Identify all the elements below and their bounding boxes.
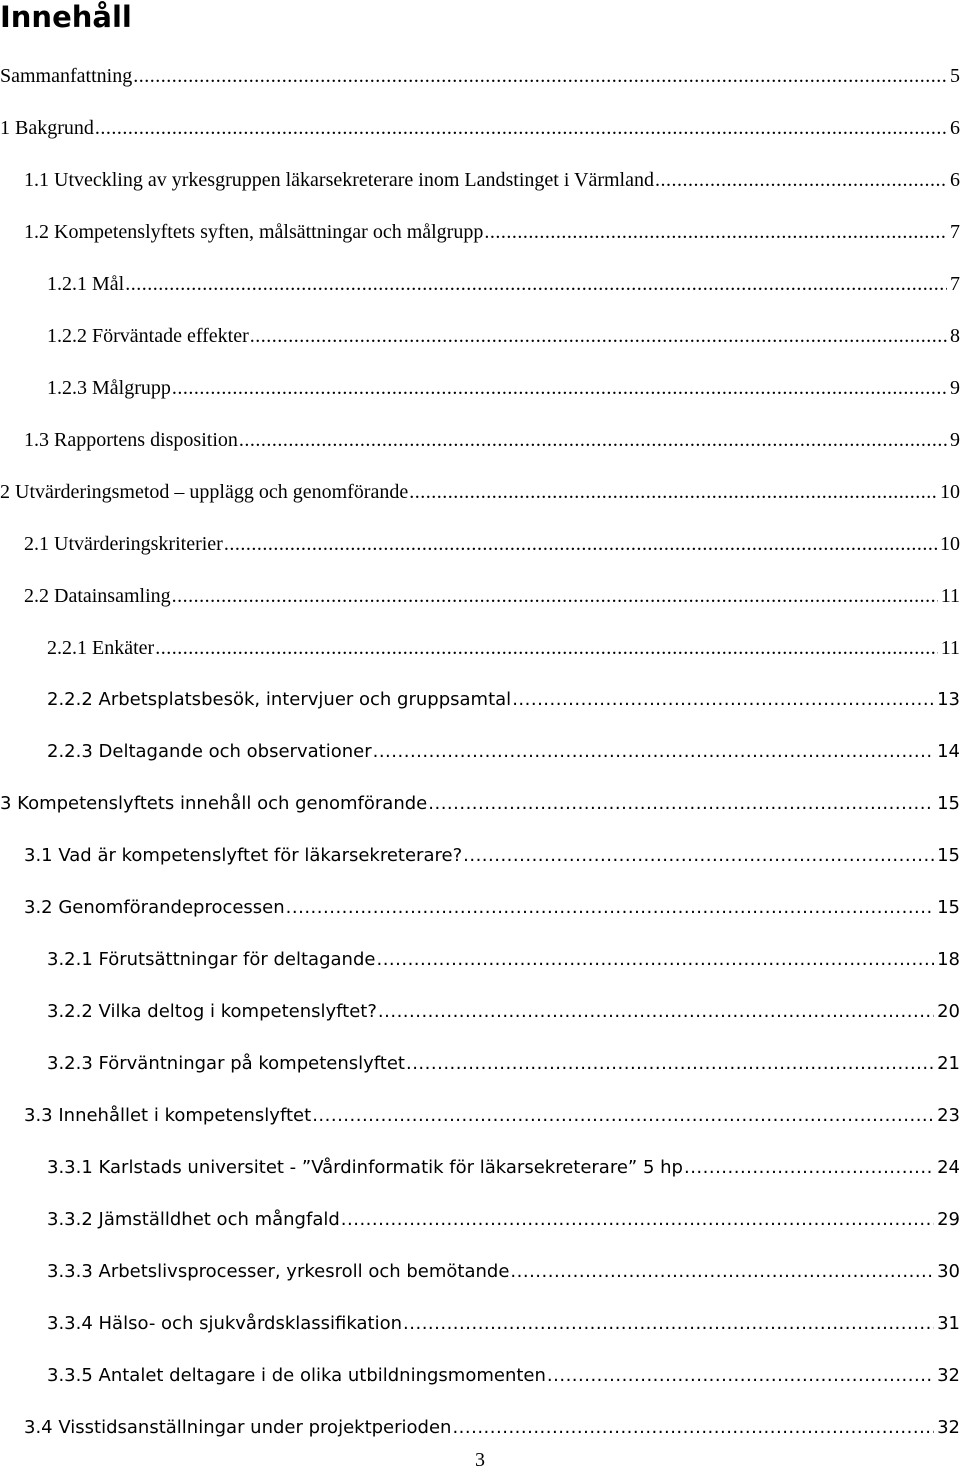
- toc-entry[interactable]: [47, 322, 960, 350]
- toc-entry-page: 18: [937, 949, 960, 970]
- dot-leader: [172, 374, 947, 402]
- toc-entry-page: 9: [950, 429, 960, 451]
- dot-leader: [95, 114, 947, 142]
- toc-entry[interactable]: [0, 790, 960, 818]
- toc-entry[interactable]: [24, 1102, 960, 1130]
- toc-entry-label: 1.2.1 Mål: [47, 273, 125, 295]
- dot-leader: [239, 426, 947, 454]
- toc-entry-label: 3.3 Innehållet i kompetenslyftet: [24, 1105, 312, 1126]
- dot-leader: [286, 894, 934, 922]
- toc-entry-label: 2.2.3 Deltagande och observationer: [47, 741, 372, 762]
- toc-entry-label: 3.1 Vad är kompetenslyftet för läkarsekreterare?: [24, 845, 463, 866]
- toc-entry[interactable]: [47, 1258, 960, 1286]
- dot-leader: [510, 1258, 934, 1286]
- toc-entry[interactable]: [47, 998, 960, 1026]
- toc-entry-label: 3.3.2 Jämställdhet och mångfald: [47, 1209, 340, 1230]
- toc-entry[interactable]: [47, 686, 960, 714]
- toc-entry[interactable]: [47, 270, 960, 298]
- toc-entry-page: 6: [950, 169, 960, 191]
- toc-entry[interactable]: [47, 1310, 960, 1338]
- toc-entry-page: 14: [937, 741, 960, 762]
- dot-leader: [655, 166, 947, 194]
- page-number: 3: [475, 1449, 485, 1471]
- toc-entry-label: 3.3.5 Antalet deltagare i de olika utbildningsmomenten: [47, 1365, 546, 1386]
- toc-entry-page: 9: [950, 377, 960, 399]
- dot-leader: [409, 478, 937, 506]
- dot-leader: [452, 1414, 934, 1442]
- toc-entry[interactable]: [47, 1362, 960, 1390]
- toc-entry[interactable]: [47, 1050, 960, 1078]
- toc-entry[interactable]: [47, 1206, 960, 1234]
- toc-entry-label: 2.2 Datainsamling: [24, 585, 171, 607]
- toc-entry-label: 3.2.1 Förutsättningar för deltagande: [47, 949, 376, 970]
- toc-entry-page: 23: [937, 1105, 960, 1126]
- dot-leader: [547, 1362, 934, 1390]
- dot-leader: [428, 790, 934, 818]
- toc-entry-label: 3.2.2 Vilka deltog i kompetenslyftet?: [47, 1001, 377, 1022]
- dot-leader: [172, 582, 938, 610]
- toc-entry-label: 3.4 Visstidsanställningar under projektperioden: [24, 1417, 452, 1438]
- toc-entry-page: 6: [950, 117, 960, 139]
- dot-leader: [484, 218, 947, 246]
- toc-entry[interactable]: [24, 530, 960, 558]
- toc-entry-label: 3.3.4 Hälso- och sjukvårdsklassifikation: [47, 1313, 403, 1334]
- toc-entry-label: 1.1 Utveckling av yrkesgruppen läkarsekreterare inom Landstinget i Värmland: [24, 169, 654, 191]
- toc-entry[interactable]: [47, 1154, 960, 1182]
- dot-leader: [373, 738, 934, 766]
- toc-entry-page: 32: [937, 1365, 960, 1386]
- toc-entry-page: 24: [937, 1157, 960, 1178]
- toc-entry-page: 32: [937, 1417, 960, 1438]
- toc-entry-page: 7: [950, 273, 960, 295]
- toc-entry-label: 2.2.1 Enkäter: [47, 637, 155, 659]
- toc-entry[interactable]: [24, 426, 960, 454]
- toc-entry-page: 13: [937, 689, 960, 710]
- dot-leader: [512, 686, 934, 714]
- toc-entry[interactable]: [47, 946, 960, 974]
- toc-entry-page: 15: [937, 793, 960, 814]
- toc-entry[interactable]: [47, 738, 960, 766]
- toc-entry-label: 1 Bakgrund: [0, 117, 94, 139]
- dot-leader: [684, 1154, 934, 1182]
- toc-entry-page: 20: [937, 1001, 960, 1022]
- toc-entry-page: 5: [950, 65, 960, 87]
- toc-entry-page: 10: [940, 533, 960, 555]
- toc-entry-label: 1.2.2 Förväntade effekter: [47, 325, 249, 347]
- dot-leader: [406, 1050, 934, 1078]
- toc-entry[interactable]: [47, 374, 960, 402]
- toc-entry-label: 3.2 Genomförandeprocessen: [24, 897, 285, 918]
- toc-entry-page: 11: [940, 637, 960, 659]
- dot-leader: [224, 530, 937, 558]
- toc-entry-page: 30: [937, 1261, 960, 1282]
- dot-leader: [341, 1206, 934, 1234]
- dot-leader: [133, 62, 947, 90]
- toc-entry-page: 15: [937, 845, 960, 866]
- toc-entry-page: 7: [950, 221, 960, 243]
- toc-entry-page: 21: [937, 1053, 960, 1074]
- toc-entry-label: 2 Utvärderingsmetod – upplägg och genomförande: [0, 481, 409, 503]
- toc-entry[interactable]: [0, 62, 960, 90]
- toc-entry[interactable]: [24, 218, 960, 246]
- dot-leader: [378, 998, 934, 1026]
- toc-entry[interactable]: [0, 114, 960, 142]
- dot-leader: [376, 946, 934, 974]
- toc-entry-label: 2.1 Utvärderingskriterier: [24, 533, 223, 555]
- dot-leader: [155, 634, 938, 662]
- toc-entry-page: 15: [937, 897, 960, 918]
- toc-entry-page: 11: [940, 585, 960, 607]
- toc-entry-page: 29: [937, 1209, 960, 1230]
- dot-leader: [125, 270, 947, 298]
- dot-leader: [463, 842, 934, 870]
- toc-entry-page: 10: [940, 481, 960, 503]
- toc-entry-label: 3.3.1 Karlstads universitet - ”Vårdinformatik för läkarsekreterare” 5 hp: [47, 1157, 683, 1178]
- toc-entry[interactable]: [24, 166, 960, 194]
- toc-entry-label: Sammanfattning: [0, 65, 133, 87]
- toc-entry-page: 8: [950, 325, 960, 347]
- toc-heading: Innehåll: [0, 0, 132, 34]
- toc-entry[interactable]: [0, 478, 960, 506]
- toc-entry-label: 3 Kompetenslyftets innehåll och genomförande: [0, 793, 428, 814]
- toc-entry[interactable]: [24, 1414, 960, 1442]
- toc-entry[interactable]: [24, 842, 960, 870]
- toc-entry-label: 1.2.3 Målgrupp: [47, 377, 171, 399]
- dot-leader: [312, 1102, 934, 1130]
- dot-leader: [403, 1310, 934, 1338]
- toc-entry-label: 1.2 Kompetenslyftets syften, målsättningar och målgrupp: [24, 221, 484, 243]
- toc-entry-label: 1.3 Rapportens disposition: [24, 429, 238, 451]
- toc-entry-label: 3.3.3 Arbetslivsprocesser, yrkesroll och bemötande: [47, 1261, 510, 1282]
- toc-entry[interactable]: [24, 582, 960, 610]
- toc-entry-page: 31: [937, 1313, 960, 1334]
- toc-entry[interactable]: [24, 894, 960, 922]
- toc-entry-label: 3.2.3 Förväntningar på kompetenslyftet: [47, 1053, 405, 1074]
- toc-entry-label: 2.2.2 Arbetsplatsbesök, intervjuer och gruppsamtal: [47, 689, 512, 710]
- dot-leader: [250, 322, 947, 350]
- toc-entry[interactable]: [47, 634, 960, 662]
